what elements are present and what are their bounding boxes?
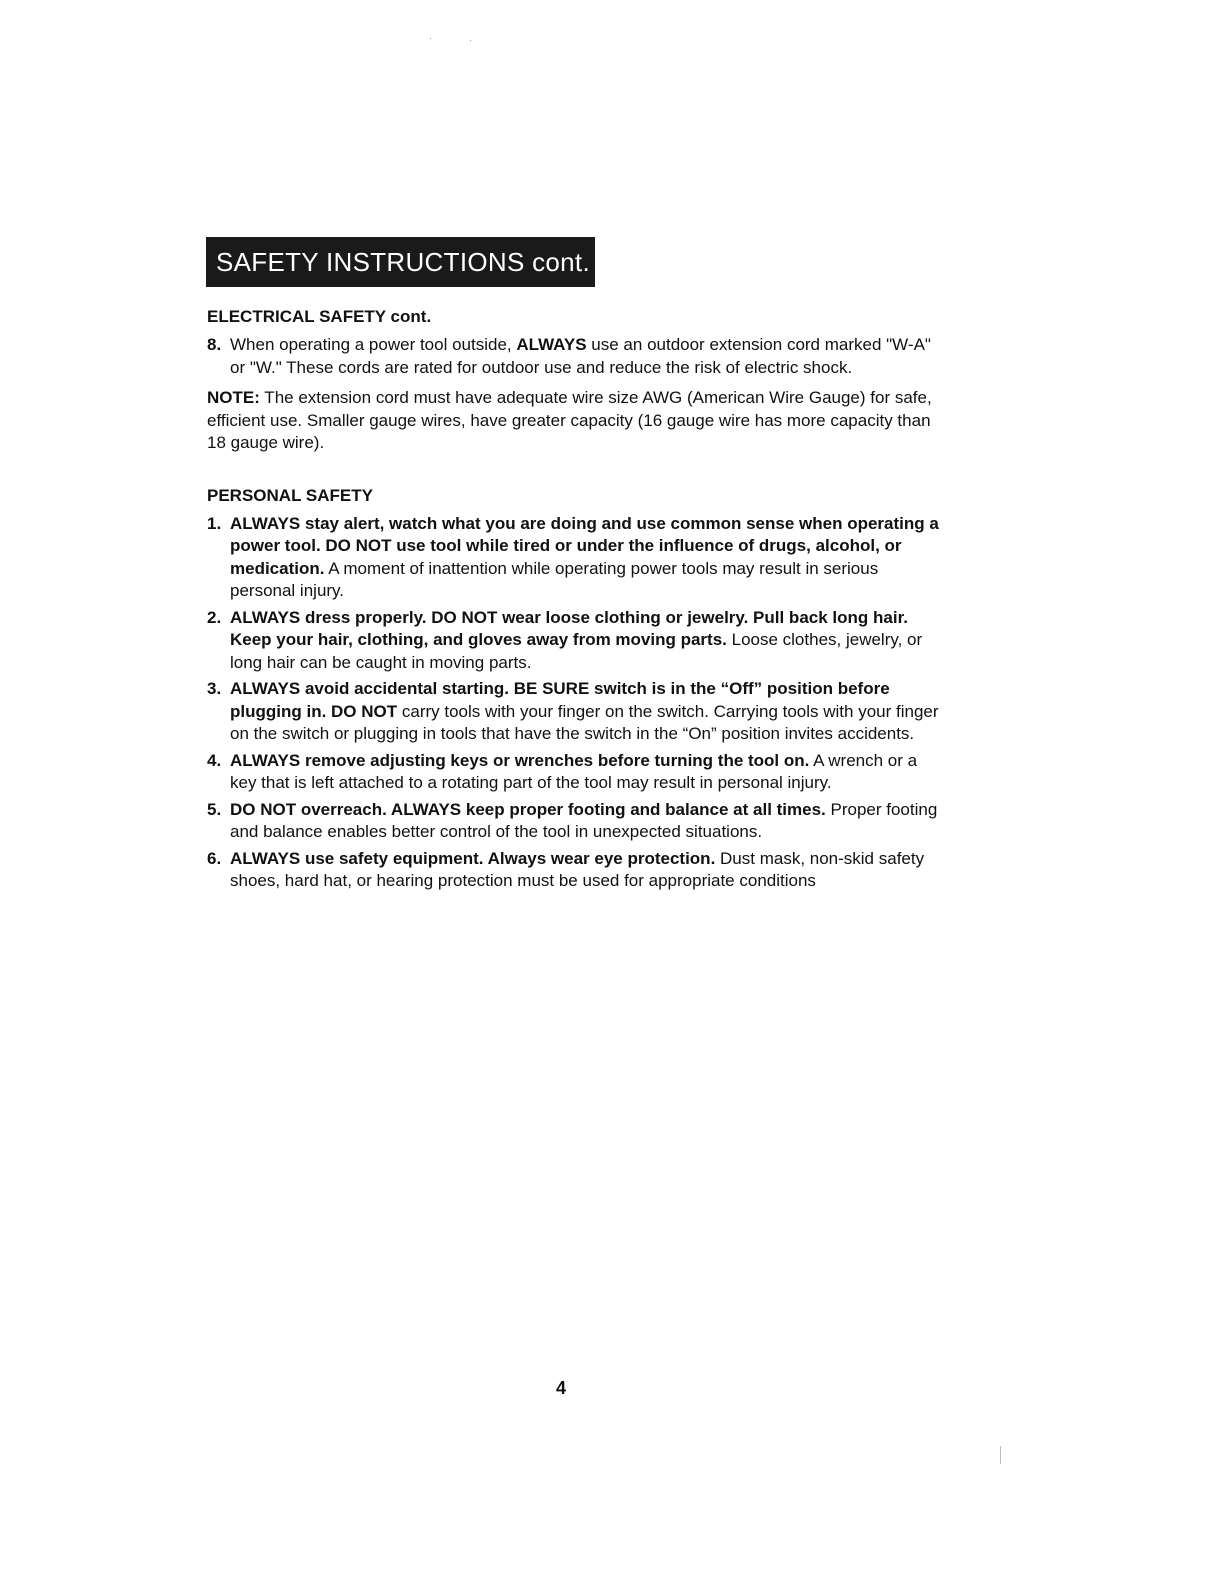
list-item: 4. ALWAYS remove adjusting keys or wrenches before turning the tool on. A wrench or a key that is left attached to a rotating part of the tool may result in personal injury.: [207, 750, 918, 792]
scan-artifact: [470, 40, 471, 41]
note-label: NOTE:: [207, 388, 260, 407]
page-number: 4: [556, 1378, 567, 1398]
electrical-safety-heading: ELECTRICAL SAFETY cont.: [207, 307, 432, 326]
personal-safety-heading: PERSONAL SAFETY: [207, 485, 373, 505]
section-banner: SAFETY INSTRUCTIONS cont.: [206, 237, 595, 287]
content-body: [207, 306, 947, 897]
list-item: 1. ALWAYS stay alert, watch what you are doing and use common sense when operating a power tool. DO NOT use tool while tired or under the influence of drugs, alcohol, or medication. A moment of inattention while operating power tools may result in serious personal injury.: [207, 513, 939, 600]
item-number: 8.: [207, 335, 222, 354]
item-text: When operating a power tool outside, ALWAYS use an outdoor extension cord marked "W-A" or "W." These cords are rated for outdoor use and reduce the risk of electric shock.: [230, 335, 931, 377]
list-item: 3. ALWAYS avoid accidental starting. BE SURE switch is in the “Off” position before plugging in. DO NOT carry tools with your finger on the switch. Carrying tools with your finger on the switch or plugging in tools that have the switch in the “On” position invites accidents.: [207, 679, 939, 743]
list-item: 5. DO NOT overreach. ALWAYS keep proper footing and balance at all times. Proper footing and balance enables better control of the tool in unexpected situations.: [207, 799, 938, 841]
list-item: 2. ALWAYS dress properly. DO NOT wear loose clothing or jewelry. Pull back long hair. Keep your hair, clothing, and gloves away from moving parts. Loose clothes, jewelry, or long hair can be caught in moving parts.: [207, 607, 923, 672]
list-item: 6. ALWAYS use safety equipment. Always wear eye protection. Dust mask, non-skid safety shoes, hard hat, or hearing protection must be used for appropriate conditions: [207, 848, 925, 890]
scan-artifact: [1000, 1446, 1001, 1464]
note-text: The extension cord must have adequate wire size AWG (American Wire Gauge) for safe, efficient use. Smaller gauge wires, have greater capacity (16 gauge wire has more capacity than 18 gauge wire).: [207, 388, 932, 452]
note-paragraph: [207, 387, 947, 455]
scan-artifact: [430, 38, 431, 39]
list-item-8: [207, 334, 947, 379]
